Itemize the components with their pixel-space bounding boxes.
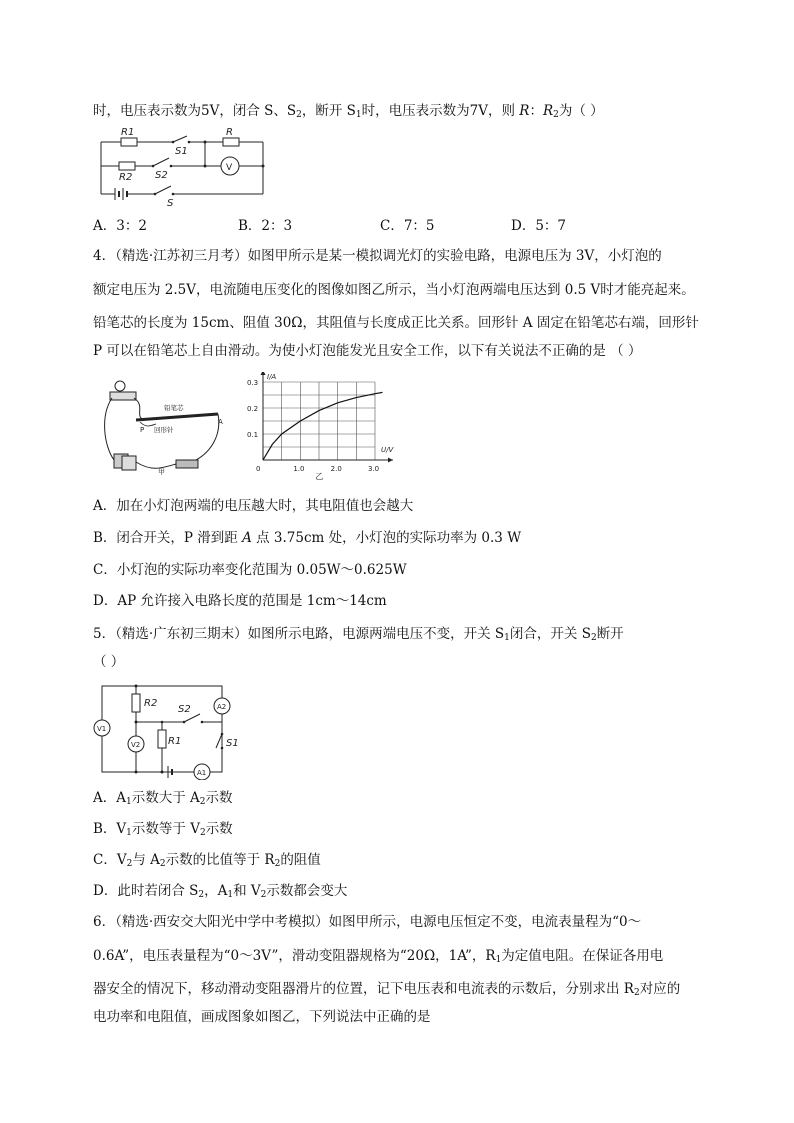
pencil-label: 铅笔芯 [164,404,184,412]
v2-label: V2 [131,741,141,749]
voltmeter-label: V [226,163,233,173]
q4-option-a: A．加在小灯泡两端的电压越大时，其电阻值也会越大 [93,498,414,514]
q3-question-text: 时，电压表示数为5V，闭合 S、$S_2$，断开 $S_1$时，电压表示数为7V，则 R：$R_2$为（ ） [93,103,604,120]
q4-line-4: P 可以在铅笔芯上自由滑动。为使小灯泡能发光且安全工作，以下有关说法不正确的是 （ ） [93,343,642,359]
q4-line-1: 4．（精选·江苏初三月考）如图甲所示是某一模拟调光灯的实验电路，电源电压为 3V，小灯泡的 [93,248,662,264]
y-tick-label: 0.1 [247,431,259,439]
a1-label: A1 [197,769,207,777]
q4-line-3: 铅笔芯的长度为 15cm、阻值 30Ω，其阻值与长度成正比关系。回形针 A 固定在铅笔芯右端，回形针 [93,315,699,331]
q5-option-a: A．$A_1$示数大于 $A_2$示数 [93,790,233,807]
q5-answer-bracket: （ ） [93,654,125,670]
q5-option-c: C．$V_2$与 $A_2$示数的比值等于 $R_2$的阻值 [93,852,321,869]
q5-option-b: B．$V_1$示数等于 $V_2$示数 [93,821,233,838]
q6-line-4: 电功率和电阻值，画成图象如图乙，下列说法中正确的是 [93,1009,431,1025]
r2-label: R2 [119,172,133,183]
r1-label: R1 [121,127,135,138]
x-axis-arrow [388,458,393,463]
chart-caption: 乙 [315,472,324,480]
x-axis-label: U/V [381,446,394,454]
r1-label: R1 [168,736,182,747]
x-tick-label: 1.0 [293,465,305,473]
q6-line-3: 器安全的情况下，移动滑动变阻器滑片的位置，记下电压表和电流表的示数后，分别求出 $R_2$对应的 [93,981,681,998]
y-axis-arrow [261,372,266,375]
q6-line-1: 6．（精选·西安交大阳光中学中考模拟）如图甲所示，电源电压恒定不变，电流表量程为“0～ [93,914,642,930]
q4-option-b: B．闭合开关，P 滑到距 A 点 3.75cm 处，小灯泡的实际功率为 0.3 W [93,530,522,546]
s2-label: S2 [178,704,191,715]
q3-options [93,216,653,236]
s1-label: S1 [175,146,188,157]
y-axis-label: I/A [267,373,277,381]
origin-label: 0 [256,465,261,473]
p-label: P [140,426,145,434]
q4-option-c: C．小灯泡的实际功率变化范围为 0.05W～0.625W [93,562,407,578]
x-tick-label: 3.0 [368,465,380,473]
r2-label: R2 [144,698,158,709]
q5-option-d: D．此时若闭合 $S_2$，$A_1$和 $V_2$示数都会变大 [93,883,348,900]
y-tick-label: 0.3 [247,379,259,387]
s2-label: S2 [155,170,168,181]
q3-option-a: A．3：2 [93,218,147,234]
q4-iu-chart [245,372,420,480]
r-label: R [226,127,233,138]
q5-circuit-diagram [92,680,242,780]
y-tick-label: 0.2 [247,405,259,413]
s1-label: S1 [226,738,239,749]
q5-question-text: 5．（精选·广东初三期末）如图所示电路，电源两端电压不变，开关 $S_1$闭合，开关 $S_2$断开 [93,626,624,643]
q3-option-b: B．2：3 [238,218,293,234]
q4-figure-apparatus [100,376,230,476]
q4-option-d: D．AP 允许接入电路长度的范围是 1cm～14cm [93,593,387,609]
a-label: A [218,418,223,426]
q3-option-d: D．5：7 [511,218,567,234]
q4-line-2: 额定电压为 2.5V，电流随电压变化的图像如图乙所示，当小灯泡两端电压达到 0.5 V时才能亮起来。 [93,282,695,298]
q3-circuit-diagram [95,124,275,208]
q3-option-c: C．7：5 [380,218,435,234]
bulb-icon [115,381,125,391]
s-label: S [167,198,174,208]
iu-curve [263,392,383,460]
x-tick-label: 2.0 [330,465,342,473]
q6-line-2: 0.6A”，电压表量程为“0～3V”，滑动变阻器规格为“20Ω，1A”，$R_1$为定值电阻。在保证各用电 [93,948,664,965]
a2-label: A2 [217,703,227,711]
v1-label: V1 [97,725,107,733]
clip-label: 回形针 [154,426,174,434]
jia-label: 甲 [158,468,165,476]
